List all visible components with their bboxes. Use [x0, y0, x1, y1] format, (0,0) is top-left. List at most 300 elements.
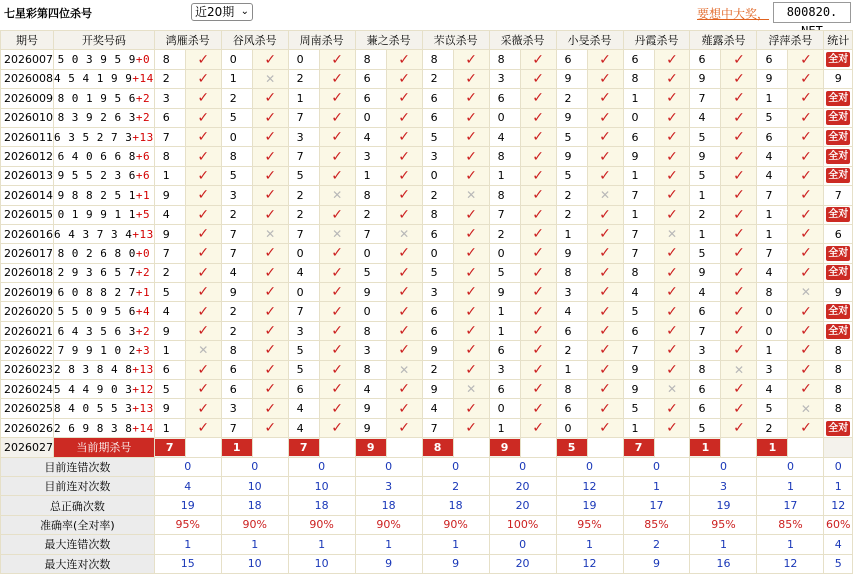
current-kill-cell	[288, 438, 319, 457]
result-mark-cell	[520, 50, 556, 69]
kill-number-cell: 9	[355, 418, 386, 437]
kill-number-cell: 3	[221, 399, 252, 418]
all-correct-badge: 全对	[828, 54, 849, 66]
summary-value: 10	[288, 476, 355, 495]
draw-number-cell	[54, 302, 155, 321]
result-mark-cell	[185, 302, 221, 321]
check-icon: ✓	[264, 148, 277, 165]
check-icon: ✓	[398, 342, 410, 359]
draw-digits: 6 3 5 2 7 3	[54, 130, 133, 144]
summary-value: 19	[556, 496, 623, 515]
cross-icon: ✕	[800, 285, 811, 300]
kill-number-cell: 2	[556, 186, 587, 205]
kill-number-cell: 0	[221, 127, 252, 146]
result-mark-cell	[386, 127, 422, 146]
kill-number-cell: 9	[355, 399, 386, 418]
draw-digits: 4 5 4 1 9 9	[54, 72, 133, 86]
current-kill-cell	[556, 438, 587, 457]
kill-number-cell: 8	[757, 283, 788, 302]
check-icon: ✓	[465, 109, 477, 126]
summary-value: 18	[221, 496, 288, 515]
kill-number-cell: 0	[757, 302, 788, 321]
current-kill-label: 当前期杀号	[54, 438, 155, 457]
check-icon: ✓	[666, 129, 678, 146]
current-kill-spacer	[185, 438, 221, 457]
check-icon: ✓	[398, 284, 410, 301]
check-icon: ✓	[264, 206, 277, 223]
kill-number-cell: 4	[556, 302, 587, 321]
result-mark-cell	[721, 50, 757, 69]
result-mark-cell	[721, 418, 757, 437]
stat-cell	[824, 244, 853, 263]
check-icon: ✓	[800, 167, 812, 184]
check-icon: ✓	[599, 129, 611, 146]
result-mark-cell	[185, 205, 221, 224]
site-badge[interactable]: 800820.	[773, 2, 851, 23]
result-mark-cell	[185, 418, 221, 437]
summary-value: 100%	[489, 515, 556, 534]
check-icon: ✓	[599, 420, 611, 436]
issue-cell: 2026025	[1, 399, 54, 418]
draw-bonus: +14	[132, 72, 154, 86]
check-icon: ✓	[599, 400, 611, 417]
issue-cell: 2026013	[1, 166, 54, 185]
table-row	[1, 224, 853, 243]
kill-number-cell: 5	[489, 263, 520, 282]
check-icon: ✓	[733, 245, 745, 262]
check-icon: ✓	[331, 303, 344, 320]
kill-number-cell: 0	[288, 283, 319, 302]
kill-number-cell: 0	[355, 244, 386, 263]
result-mark-cell	[788, 283, 824, 302]
summary-row	[1, 496, 853, 515]
kill-number-cell: 9	[623, 380, 654, 399]
check-icon: ✓	[264, 245, 277, 262]
check-icon: ✓	[666, 323, 678, 340]
check-icon: ✓	[733, 148, 745, 165]
kill-number-cell: 2	[355, 205, 386, 224]
table-row	[1, 263, 853, 282]
table-row	[1, 205, 853, 224]
table-row	[1, 399, 853, 418]
kill-number-cell: 5	[221, 108, 252, 127]
column-header-expert[interactable]: 丹霞杀号	[623, 31, 690, 50]
summary-value: 90%	[355, 515, 422, 534]
result-mark-cell	[185, 283, 221, 302]
check-icon: ✓	[800, 303, 812, 320]
result-mark-cell	[453, 321, 489, 340]
kill-number-cell: 2	[221, 302, 252, 321]
kill-number-cell: 8	[489, 186, 520, 205]
result-mark-cell	[587, 321, 623, 340]
kill-number-cell: 5	[556, 127, 587, 146]
result-mark-cell	[453, 89, 489, 108]
column-header-expert[interactable]: 薤露杀号	[690, 31, 757, 50]
result-mark-cell	[185, 341, 221, 360]
check-icon: ✓	[599, 361, 611, 378]
check-icon: ✓	[800, 129, 812, 146]
stat-cell: 9	[824, 283, 853, 302]
kill-number-cell: 0	[288, 50, 319, 69]
draw-digits: 8 4 0 5 5 3	[54, 402, 133, 416]
column-header-expert[interactable]: 采薇杀号	[489, 31, 556, 50]
summary-stat: 60%	[824, 515, 853, 534]
draw-digits: 2 8 3 8 4 8	[54, 363, 133, 377]
result-mark-cell	[319, 399, 355, 418]
check-icon: ✓	[331, 361, 344, 378]
column-header-issue[interactable]: 期号	[1, 31, 54, 50]
result-mark-cell	[520, 89, 556, 108]
summary-row	[1, 515, 853, 534]
summary-value: 1	[757, 535, 824, 554]
cross-icon: ✕	[332, 227, 343, 242]
kill-number-cell: 8	[489, 50, 520, 69]
check-icon: ✓	[800, 381, 812, 398]
top-bar	[0, 0, 853, 26]
result-mark-cell	[654, 302, 690, 321]
current-kill-spacer	[319, 438, 355, 457]
kill-number-cell: 0	[556, 418, 587, 437]
check-icon: ✓	[599, 148, 611, 165]
result-mark-cell	[654, 186, 690, 205]
kill-number-cell: 3	[221, 186, 252, 205]
kill-number-cell: 6	[355, 89, 386, 108]
column-header-draw[interactable]: 开奖号码	[54, 31, 155, 50]
summary-value: 1	[690, 535, 757, 554]
kill-number-cell: 9	[556, 69, 587, 88]
column-header-expert[interactable]: 蒹之杀号	[355, 31, 422, 50]
summary-value: 19	[690, 496, 757, 515]
check-icon: ✓	[398, 129, 410, 146]
check-icon: ✓	[197, 226, 210, 243]
table-row	[1, 127, 853, 146]
kill-number-cell: 2	[489, 224, 520, 243]
draw-digits: 5 5 0 9 5 6	[57, 305, 136, 319]
period-select[interactable]	[191, 3, 253, 21]
result-mark-cell	[788, 205, 824, 224]
result-mark-cell	[319, 263, 355, 282]
stat-cell: 8	[824, 380, 853, 399]
check-icon: ✓	[465, 70, 477, 87]
current-kill-number: 1	[222, 439, 252, 456]
result-mark-cell	[520, 166, 556, 185]
result-mark-cell	[386, 321, 422, 340]
result-mark-cell	[319, 302, 355, 321]
check-icon: ✓	[599, 70, 611, 87]
check-icon: ✓	[666, 342, 678, 359]
stat-cell: 7	[824, 186, 853, 205]
result-mark-cell	[721, 147, 757, 166]
result-mark-cell	[520, 341, 556, 360]
summary-value: 2	[623, 535, 690, 554]
kill-number-cell: 2	[288, 69, 319, 88]
summary-value: 10	[221, 554, 288, 573]
result-mark-cell	[587, 69, 623, 88]
result-mark-cell	[721, 186, 757, 205]
summary-value: 9	[355, 554, 422, 573]
cross-icon: ✕	[399, 362, 410, 377]
issue-cell: 2026021	[1, 321, 54, 340]
kill-number-cell: 2	[757, 418, 788, 437]
kill-number-cell: 5	[355, 263, 386, 282]
promo-link[interactable]: 要想中大奖，	[697, 7, 770, 21]
kill-number-cell: 6	[221, 360, 252, 379]
check-icon: ✓	[599, 342, 611, 359]
check-icon: ✓	[264, 51, 277, 68]
result-mark-cell	[453, 283, 489, 302]
result-mark-cell	[520, 108, 556, 127]
result-mark-cell	[788, 50, 824, 69]
draw-number-cell	[54, 89, 155, 108]
kill-number-cell: 6	[623, 50, 654, 69]
kill-number-cell: 4	[757, 263, 788, 282]
draw-digits: 6 4 3 7 3 4	[54, 227, 133, 241]
check-icon: ✓	[666, 51, 678, 68]
stat-cell	[824, 147, 853, 166]
result-mark-cell	[721, 244, 757, 263]
current-kill-cell	[489, 438, 520, 457]
current-kill-number: 1	[757, 439, 787, 456]
kill-number-table	[0, 30, 853, 574]
kill-number-cell: 0	[757, 321, 788, 340]
kill-number-cell: 8	[422, 205, 453, 224]
kill-number-cell: 8	[221, 147, 252, 166]
kill-number-cell: 5	[690, 244, 721, 263]
issue-cell: 2026020	[1, 302, 54, 321]
draw-digits: 8 0 2 6 8 0	[57, 246, 136, 260]
all-correct-badge: 全对	[828, 92, 849, 104]
kill-number-cell: 7	[690, 321, 721, 340]
kill-number-cell: 8	[422, 50, 453, 69]
issue-cell: 2026018	[1, 263, 54, 282]
kill-number-cell: 2	[690, 205, 721, 224]
kill-number-cell: 0	[489, 244, 520, 263]
kill-number-cell: 2	[221, 205, 252, 224]
kill-number-cell: 2	[422, 186, 453, 205]
draw-digits: 8 3 9 2 6 3	[57, 111, 136, 125]
draw-number-cell	[54, 224, 155, 243]
result-mark-cell	[386, 166, 422, 185]
result-mark-cell	[386, 360, 422, 379]
column-header-expert[interactable]: 小旻杀号	[556, 31, 623, 50]
kill-number-cell: 6	[154, 108, 185, 127]
stat-cell: 6	[824, 224, 853, 243]
summary-value: 19	[154, 496, 221, 515]
kill-number-cell: 7	[422, 418, 453, 437]
check-icon: ✓	[264, 361, 277, 378]
check-icon: ✓	[800, 187, 812, 204]
current-kill-number: 9	[490, 439, 520, 456]
draw-digits: 6 0 8 8 2 7	[57, 285, 136, 299]
kill-number-cell: 5	[288, 360, 319, 379]
current-kill-cell	[221, 438, 252, 457]
summary-row	[1, 457, 853, 476]
kill-number-cell: 7	[489, 205, 520, 224]
summary-row	[1, 535, 853, 554]
kill-number-cell: 6	[154, 360, 185, 379]
kill-number-cell: 4	[154, 205, 185, 224]
kill-number-cell: 9	[623, 147, 654, 166]
result-mark-cell	[788, 399, 824, 418]
column-header-expert[interactable]: 周南杀号	[288, 31, 355, 50]
current-kill-cell	[757, 438, 788, 457]
check-icon: ✓	[197, 109, 210, 126]
result-mark-cell	[319, 418, 355, 437]
kill-number-cell: 8	[690, 360, 721, 379]
kill-number-cell: 6	[422, 108, 453, 127]
result-mark-cell	[185, 186, 221, 205]
summary-value: 0	[288, 457, 355, 476]
draw-digits: 2 9 3 6 5 7	[57, 266, 136, 280]
check-icon: ✓	[465, 129, 477, 146]
kill-number-cell: 6	[556, 321, 587, 340]
summary-value: 12	[757, 554, 824, 573]
current-stat-cell	[824, 438, 853, 457]
check-icon: ✓	[733, 226, 745, 243]
kill-number-cell: 8	[154, 50, 185, 69]
result-mark-cell	[788, 224, 824, 243]
check-icon: ✓	[666, 167, 678, 184]
result-mark-cell	[520, 127, 556, 146]
current-kill-spacer	[386, 438, 422, 457]
column-header-expert[interactable]: 鸿雁杀号	[154, 31, 221, 50]
kill-number-cell: 4	[757, 147, 788, 166]
kill-number-cell: 8	[556, 263, 587, 282]
check-icon: ✓	[398, 187, 410, 204]
kill-number-cell: 6	[489, 89, 520, 108]
stat-cell: 8	[824, 341, 853, 360]
summary-value: 15	[154, 554, 221, 573]
all-correct-badge: 全对	[828, 131, 849, 143]
check-icon: ✓	[264, 284, 277, 301]
cross-icon: ✕	[733, 362, 744, 377]
draw-bonus: +6	[135, 169, 151, 183]
result-mark-cell	[587, 360, 623, 379]
draw-number-cell	[54, 283, 155, 302]
draw-number-cell	[54, 418, 155, 437]
result-mark-cell	[453, 244, 489, 263]
kill-number-cell: 6	[623, 321, 654, 340]
result-mark-cell	[453, 50, 489, 69]
result-mark-cell	[721, 360, 757, 379]
kill-number-cell: 8	[623, 263, 654, 282]
result-mark-cell	[654, 360, 690, 379]
kill-number-cell: 6	[422, 321, 453, 340]
draw-number-cell	[54, 399, 155, 418]
result-mark-cell	[386, 205, 422, 224]
result-mark-cell	[654, 147, 690, 166]
column-header-expert[interactable]: 谷风杀号	[221, 31, 288, 50]
check-icon: ✓	[264, 187, 277, 204]
kill-number-cell: 4	[221, 263, 252, 282]
current-kill-number: 7	[289, 439, 319, 456]
result-mark-cell	[252, 341, 288, 360]
check-icon: ✓	[800, 109, 812, 126]
cross-icon: ✕	[332, 188, 343, 203]
period-select-value: 近20期	[195, 5, 235, 19]
current-kill-cell	[422, 438, 453, 457]
result-mark-cell	[520, 205, 556, 224]
kill-number-cell: 7	[288, 147, 319, 166]
kill-number-cell: 9	[422, 380, 453, 399]
column-header-stat[interactable]: 统计	[824, 31, 853, 50]
check-icon: ✓	[532, 51, 544, 68]
kill-number-cell: 2	[556, 341, 587, 360]
check-icon: ✓	[599, 206, 611, 223]
draw-number-cell	[54, 186, 155, 205]
kill-number-cell: 7	[757, 186, 788, 205]
cross-icon: ✕	[198, 343, 209, 358]
result-mark-cell	[319, 205, 355, 224]
result-mark-cell	[654, 283, 690, 302]
summary-stat: 1	[824, 476, 853, 495]
result-mark-cell	[587, 244, 623, 263]
kill-number-cell: 7	[623, 244, 654, 263]
check-icon: ✓	[264, 342, 277, 359]
kill-number-cell: 8	[556, 380, 587, 399]
cross-icon: ✕	[600, 188, 611, 203]
check-icon: ✓	[465, 167, 477, 184]
draw-bonus: +1	[135, 188, 151, 202]
kill-number-cell: 1	[757, 341, 788, 360]
result-mark-cell	[520, 321, 556, 340]
summary-stat: 12	[824, 496, 853, 515]
result-mark-cell	[386, 283, 422, 302]
result-mark-cell	[319, 166, 355, 185]
result-mark-cell	[319, 341, 355, 360]
kill-number-cell: 4	[757, 380, 788, 399]
kill-number-cell: 7	[355, 224, 386, 243]
result-mark-cell	[453, 108, 489, 127]
summary-value: 10	[221, 476, 288, 495]
result-mark-cell	[453, 263, 489, 282]
issue-cell: 2026022	[1, 341, 54, 360]
kill-number-cell: 7	[690, 89, 721, 108]
check-icon: ✓	[197, 400, 210, 417]
check-icon: ✓	[599, 264, 611, 281]
result-mark-cell	[386, 302, 422, 321]
check-icon: ✓	[197, 323, 210, 340]
check-icon: ✓	[733, 109, 745, 126]
kill-number-cell: 1	[623, 418, 654, 437]
summary-value: 3	[690, 476, 757, 495]
issue-cell: 2026007	[1, 50, 54, 69]
summary-row	[1, 554, 853, 573]
check-icon: ✓	[599, 109, 611, 126]
current-kill-cell	[154, 438, 185, 457]
summary-stat: 5	[824, 554, 853, 573]
column-header-expert[interactable]: 芣苡杀号	[422, 31, 489, 50]
result-mark-cell	[319, 127, 355, 146]
check-icon: ✓	[532, 400, 544, 417]
result-mark-cell	[587, 263, 623, 282]
check-icon: ✓	[331, 167, 344, 184]
result-mark-cell	[587, 147, 623, 166]
issue-cell: 2026011	[1, 127, 54, 146]
check-icon: ✓	[532, 264, 544, 281]
kill-number-cell: 0	[355, 302, 386, 321]
check-icon: ✓	[398, 109, 410, 126]
kill-number-cell: 7	[757, 244, 788, 263]
check-icon: ✓	[264, 129, 277, 146]
column-header-expert[interactable]: 浮萍杀号	[757, 31, 824, 50]
kill-number-cell: 3	[355, 341, 386, 360]
check-icon: ✓	[599, 90, 611, 107]
issue-cell: 2026008	[1, 69, 54, 88]
result-mark-cell	[252, 50, 288, 69]
kill-number-cell: 0	[623, 108, 654, 127]
current-issue-row	[1, 438, 853, 457]
